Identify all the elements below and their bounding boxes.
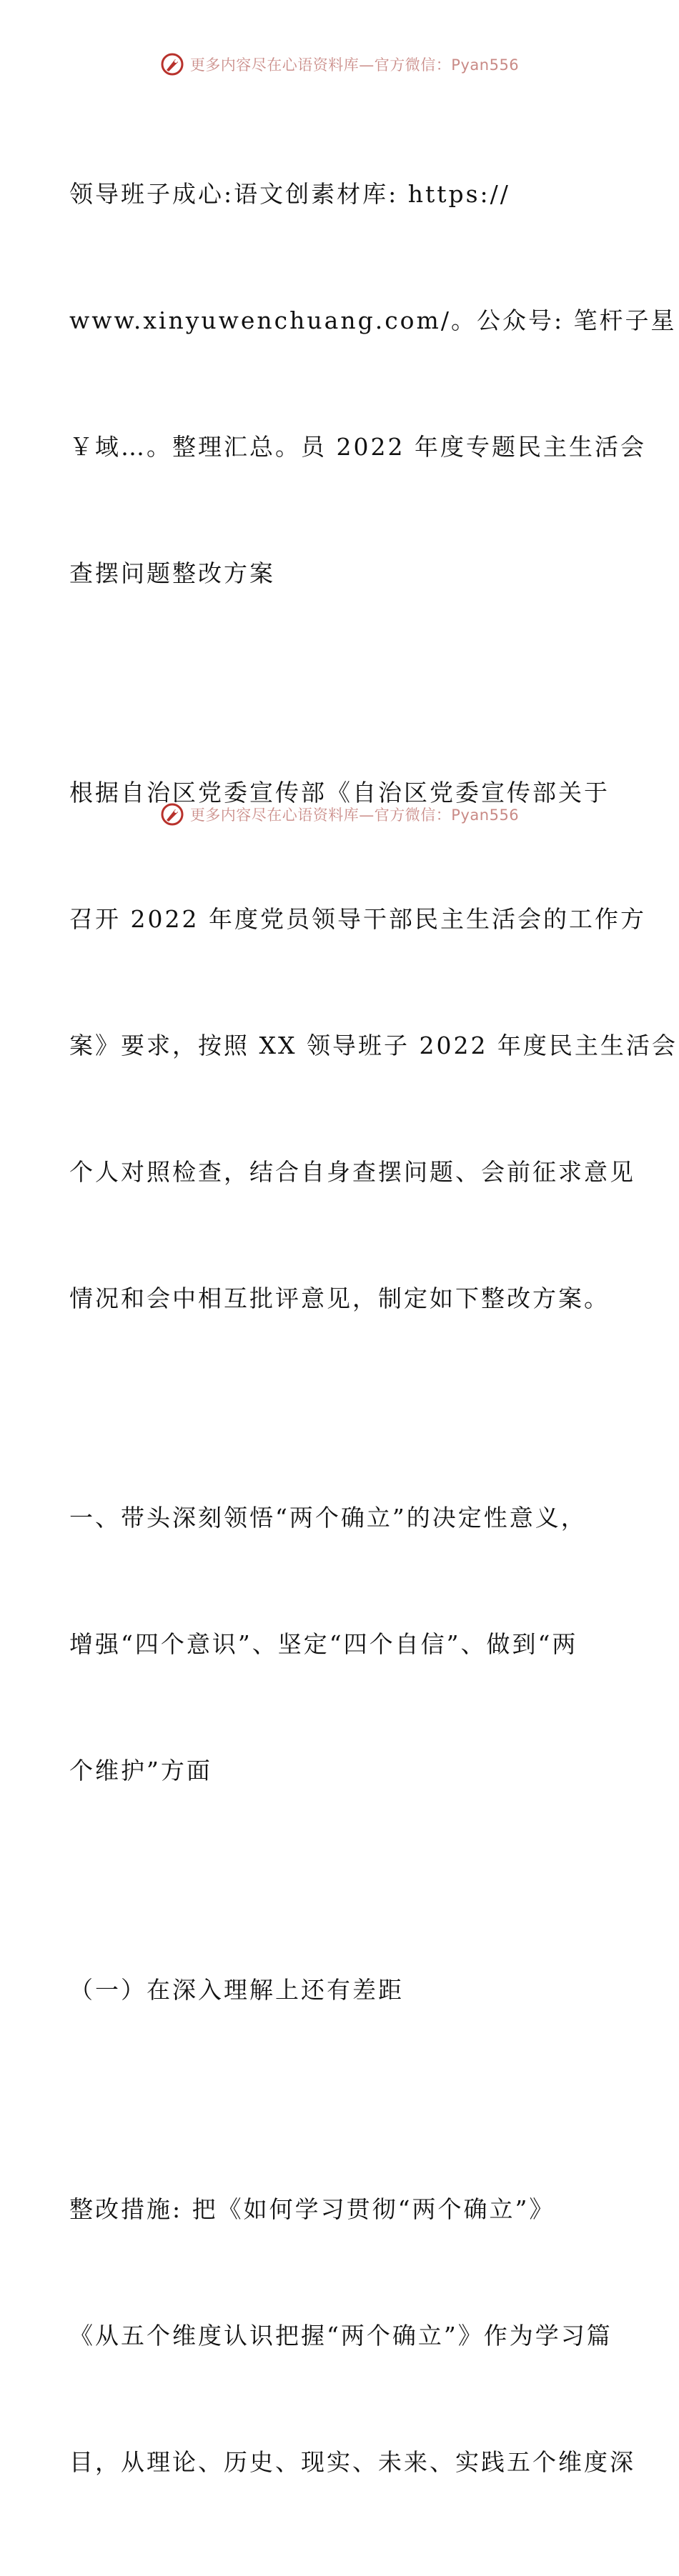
text-line: 《从五个维度认识把握“两个确立”》作为学习篇: [69, 2322, 613, 2350]
text-line: 情况和会中相互批评意见，制定如下整改方案。: [69, 1284, 610, 1312]
paragraph-measures: [69, 2104, 635, 2567]
subsection-heading-1: [69, 1884, 613, 2095]
text-line: 整改措施: 把《如何学习贯彻“两个确立”》: [69, 2195, 555, 2223]
paragraph-intro: [69, 687, 678, 1404]
text-line: 一、带头深刻领悟“两个确立”的决定性意义，: [69, 1504, 587, 1532]
text-line: ￥域…。整理汇总。员 2022 年度专题民主生活会: [69, 433, 646, 461]
text-line: 领导班子成心:语文创素材库: https://: [69, 180, 510, 208]
text-line: 个人对照检查，结合自身查摆问题、会前征求意见: [69, 1158, 635, 1186]
banner-text: 更多内容尽在心语资料库—官方微信：Pyan556: [189, 56, 520, 74]
banner-text: 更多内容尽在心语资料库—官方微信：Pyan556: [189, 807, 520, 824]
text-line: （一）在深入理解上还有差距: [69, 1976, 404, 2004]
text-line: 个维护”方面: [69, 1757, 212, 1784]
text-line: 增强“四个意识”、坚定“四个自信”、做到“两: [69, 1630, 578, 1658]
text-line: 根据自治区党委宣传部《自治区党委宣传部关于: [69, 779, 610, 807]
text-line: 召开 2022 年度党员领导干部民主生活会的工作方: [69, 905, 646, 933]
text-line: 案》要求，按照 XX 领导班子 2022 年度民主生活会: [69, 1032, 678, 1059]
section-heading-1: [69, 1412, 613, 1876]
text-line: www.xinyuwenchuang.com/。公众号: 笔杆子星: [69, 306, 677, 334]
document-body: [69, 89, 678, 2576]
text-line: 查摆问题整改方案: [69, 559, 275, 587]
pen-nib-logo-icon: [160, 52, 184, 76]
paragraph-title: [69, 89, 677, 679]
footer-watermark-banner: [0, 800, 679, 829]
text-line: 目，从理论、历史、现实、未来、实践五个维度深: [69, 2448, 635, 2476]
header-watermark-banner: [0, 50, 679, 79]
pen-nib-logo-icon: [160, 802, 184, 827]
